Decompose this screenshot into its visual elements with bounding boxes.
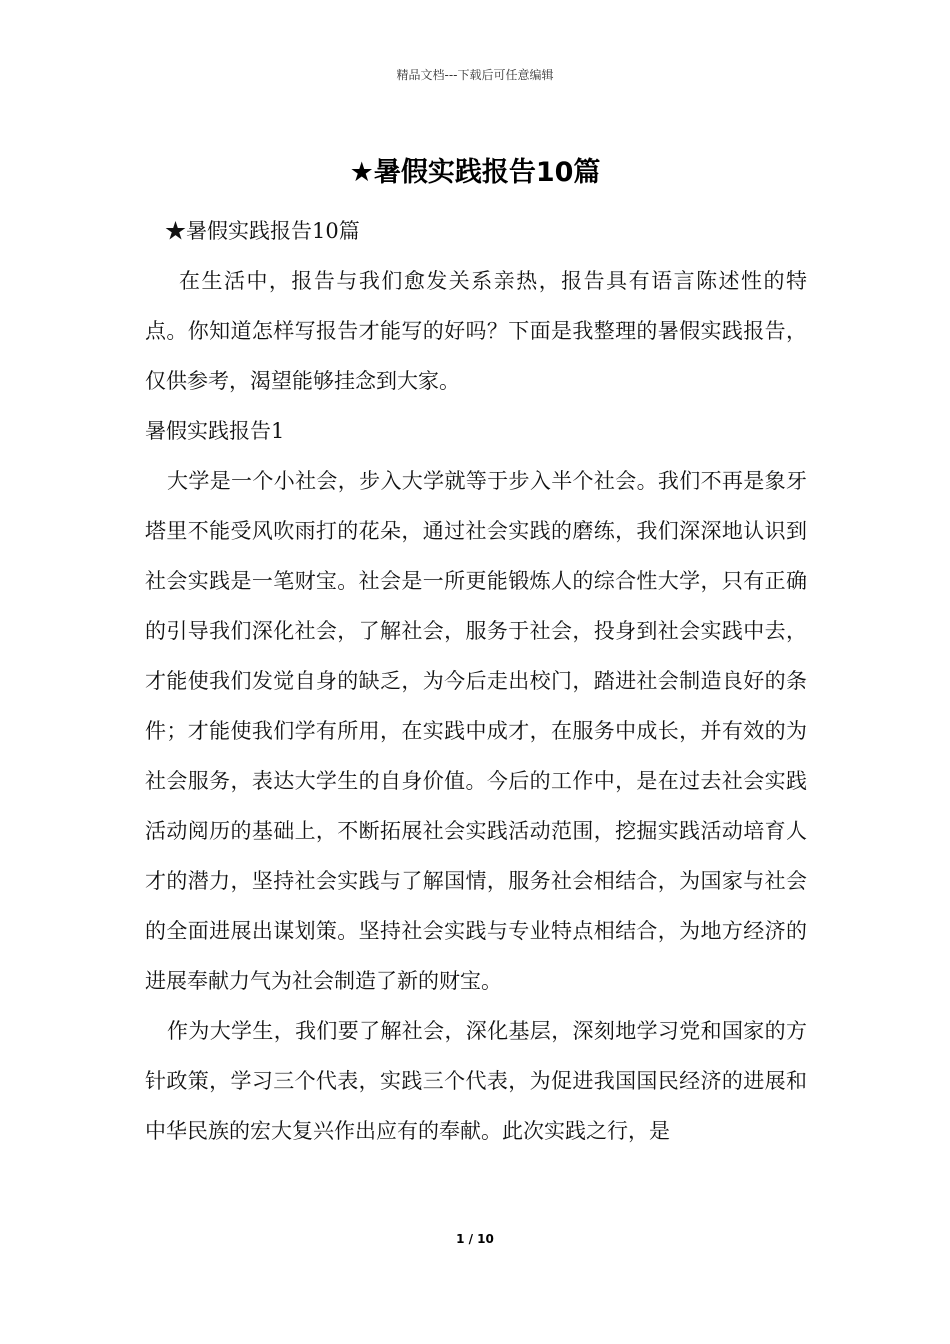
intro-paragraph: 在生活中，报告与我们愈发关系亲热，报告具有语言陈述性的特点。你知道怎样写报告才能写的好吗？下面是我整理的暑假实践报告，仅供参考，渴望能够挂念到大家。 bbox=[145, 269, 807, 393]
body-paragraph-1: 大学是一个小社会，步入大学就等于步入半个社会。我们不再是象牙塔里不能受风吹雨打的花朵，通过社会实践的磨练，我们深深地认识到社会实践是一笔财宝。社会是一所更能锻炼人的综合性大学，只有正确的引导我们深化社会，了解社会，服务于社会，投身到社会实践中去，才能使我们发觉自身的缺乏，为今后走出校门，踏进社会制造良好的条件；才能使我们学有所用，在实践中成才，在服务中成长，并有效的为社会服务，表达大学生的自身价值。今后的工作中，是在过去社会实践活动阅历的基础上，不断拓展社会实践活动范围，挖掘实践活动培育人才的潜力，坚持社会实践与了解国情，服务社会相结合，为国家与社会的全面进展出谋划策。坚持社会实践与专业特点相结合，为地方经济的进展奉献力气为社会制造了新的财宝。 bbox=[145, 469, 807, 993]
page-header: 精品文档---下载后可任意编辑 bbox=[396, 68, 554, 82]
section-heading: 暑假实践报告1 bbox=[145, 419, 285, 443]
body-paragraph-2: 作为大学生，我们要了解社会，深化基层，深刻地学习党和国家的方针政策，学习三个代表，实践三个代表，为促进我国国民经济的进展和中华民族的宏大复兴作出应有的奉献。此次实践之行，是 bbox=[145, 1019, 807, 1143]
document-body bbox=[145, 206, 807, 1156]
document-title: ★暑假实践报告10篇 bbox=[349, 157, 601, 188]
document-subtitle: ★暑假实践报告10篇 bbox=[165, 219, 360, 243]
page-number: 1 / 10 bbox=[456, 1232, 494, 1246]
